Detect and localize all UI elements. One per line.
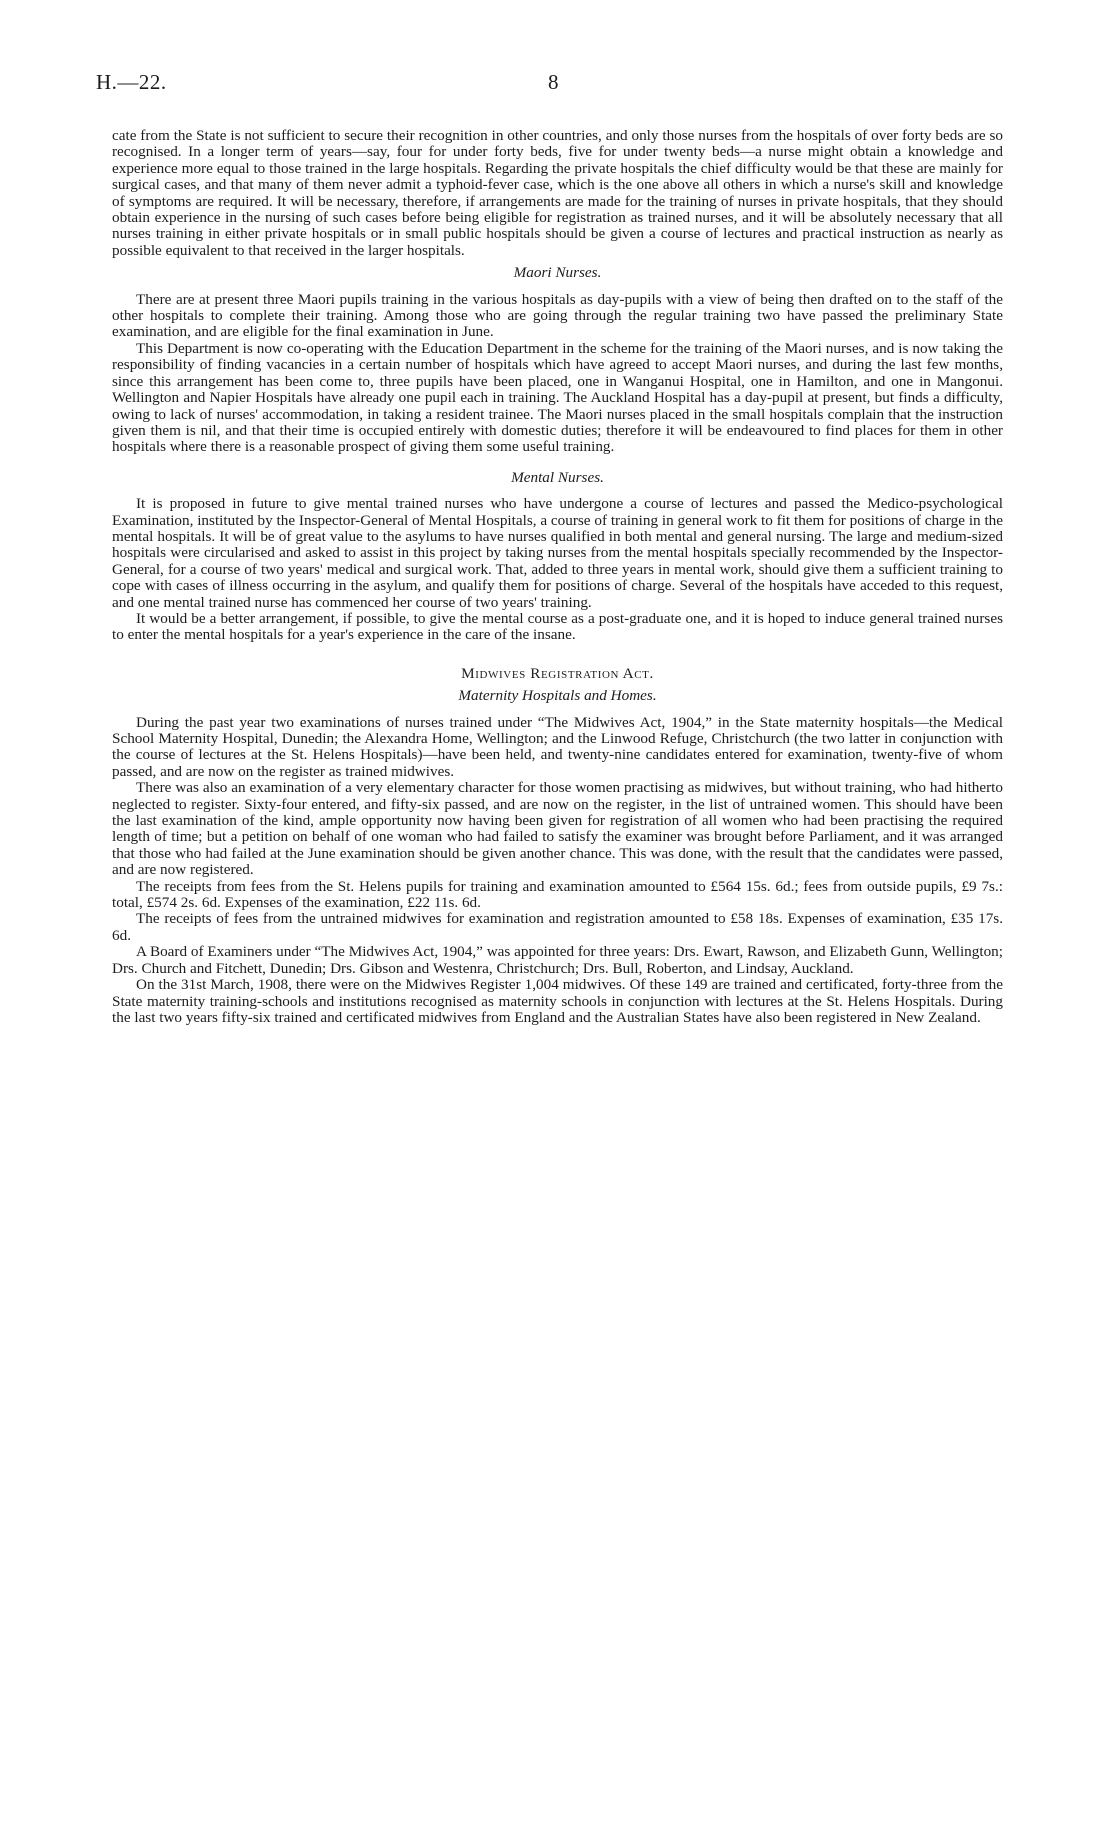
paragraph-midwives-3: The receipts from fees from the St. Helens pupils for training and examination amounted to £564 15s. 6d.; fees from outside pupils, £9 7s.: total, £574 2s. 6d. Expenses of the examination, £22 11s. 6d. (112, 877, 1003, 912)
page-header (96, 70, 1000, 110)
paragraph-midwives-4: The receipts of fees from the untrained midwives for examination and registration amounted to £58 18s. Expenses of examination, £35 17s. 6d. (112, 910, 1003, 944)
paragraph-midwives-5: A Board of Examiners under “The Midwives Act, 1904,” was appointed for three years: Drs. Ewart, Rawson, and Elizabeth Gunn, Wellington; Drs. Church and Fitchett, Dunedin; Drs. Gibson and Westenra, Christchurch; Drs. Bull, Roberton, and Lindsay, Auckland. (112, 943, 1003, 977)
paragraph-midwives-2: There was also an examination of a very elementary character for those women practising as midwives, but without training, who had hitherto neglected to register. Sixty-four entered, and fifty-six passed, and are now on the register, in the list of untrained women. This should have been the last examination of the kind, ample opportunity now having been given for registration of all women who had been practising the required length of time; but a petition on behalf of one woman who had failed to satisfy the examiner was brought before Parliament, and it was arranged that those who had failed at the June examination should be given another chance. This was done, with the result that the candidates were passed, and are now registered. (112, 779, 1003, 879)
paragraph-midwives-1: During the past year two examinations of nurses trained under “The Midwives Act, 1904,” in the State maternity hospitals—the Medical School Maternity Hospital, Dunedin; the Alexandra Home, Wellington; and the Linwood Refuge, Christchurch (the two latter in conjunction with the course of lectures at the St. Helens Hospitals)—have been held, and twenty-nine candidates entered for examination, twenty-five of whom passed, and are now on the register as trained midwives. (112, 713, 1003, 780)
paragraph-intro-continuation: cate from the State is not sufficient to secure their recognition in other countries, and only those nurses from the hospitals of over forty beds are so recognised. In a longer term of years—say, four for under forty beds, five for under twenty beds—a nurse might obtain a knowledge and experience more equal to those trained in the large hospitals. Regarding the private hospitals the chief difficulty would be that these are mainly for surgical cases, and that many of them never admit a typhoid-fever case, which is the one above all others in which a nurse's skill and knowledge of symptoms are required. It will be necessary, therefore, if arrangements are made for the training of nurses in private hospitals, that they should obtain experience in the nursing of such cases before being eligible for registration as trained nurses, and it will be absolutely necessary that all nurses training in either private hospitals or in small public hospitals should be given a course of lectures and practical instruction as nearly as possible equivalent to that received in the larger hospitals. (112, 127, 1003, 259)
section-heading-maori-nurses: Maori Nurses. (513, 264, 602, 282)
page-body (112, 128, 1003, 1026)
section-heading-midwives-act: Midwives Registration Act. (461, 664, 654, 682)
section-heading-mental-nurses: Mental Nurses. (511, 468, 604, 486)
paragraph-maori-1: There are at present three Maori pupils training in the various hospitals as day-pupils with a view of being then drafted on to the staff of the other hospitals to complete their training. Among those who are going through the regular training two have passed the preliminary State examination, and are eligible for the final examination in June. (112, 290, 1003, 341)
page-number: 8 (548, 70, 559, 94)
paragraph-mental-2: It would be a better arrangement, if possible, to give the mental course as a post-graduate one, and it is hoped to induce general trained nurses to enter the mental hospitals for a year's experience in the care of the insane. (112, 609, 1003, 644)
paragraph-midwives-6: On the 31st March, 1908, there were on the Midwives Register 1,004 midwives. Of these 149 are trained and certificated, forty-three from the State maternity training-schools and institutions recognised as maternity schools in conjunction with lectures at the St. Helens Hospitals. During the last two years fifty-six trained and certificated midwives from England and the Australian States have also been registered in New Zealand. (112, 976, 1003, 1026)
subsection-heading-maternity: Maternity Hospitals and Homes. (458, 687, 657, 705)
document-reference: H.—22. (96, 70, 167, 94)
paragraph-maori-2: This Department is now co-operating with the Education Department in the scheme for the training of the Maori nurses, and is now taking the responsibility of finding vacancies in a certain number of hospitals which have agreed to accept Maori nurses, and during the last few months, since this arrangement has been come to, three pupils have been placed, one in Wanganui Hospital, one in Hamilton, and one in Mangonui. Wellington and Napier Hospitals have already one pupil each in training. The Auckland Hospital has a day-pupil at present, but finds a difficulty, owing to lack of nurses' accommodation, in taking a resident trainee. The Maori nurses placed in the small hospitals complain that the instruction given them is nil, and that their time is occupied entirely with domestic duties; therefore it will be endeavoured to find places for them in other hospitals where there is a reasonable prospect of giving them some useful training. (112, 339, 1003, 456)
paragraph-mental-1: It is proposed in future to give mental trained nurses who have undergone a course of lectures and passed the Medico-psychological Examination, instituted by the Inspector-General of Mental Hospitals, a course of training in general work to fit them for positions of charge in the mental hospitals. It will be of great value to the asylums to have nurses qualified in both mental and general nursing. The large and medium-sized hospitals were circularised and asked to assist in this project by taking nurses from the mental hospitals specially recommended by the Inspector-General, for a course of two years' medical and surgical work. That, added to three years in mental work, should give them a sufficient training to cope with cases of illness occurring in the asylum, and qualify them for positions of charge. Several of the hospitals have acceded to this request, and one mental trained nurse has commenced her course of two years' training. (112, 495, 1003, 611)
